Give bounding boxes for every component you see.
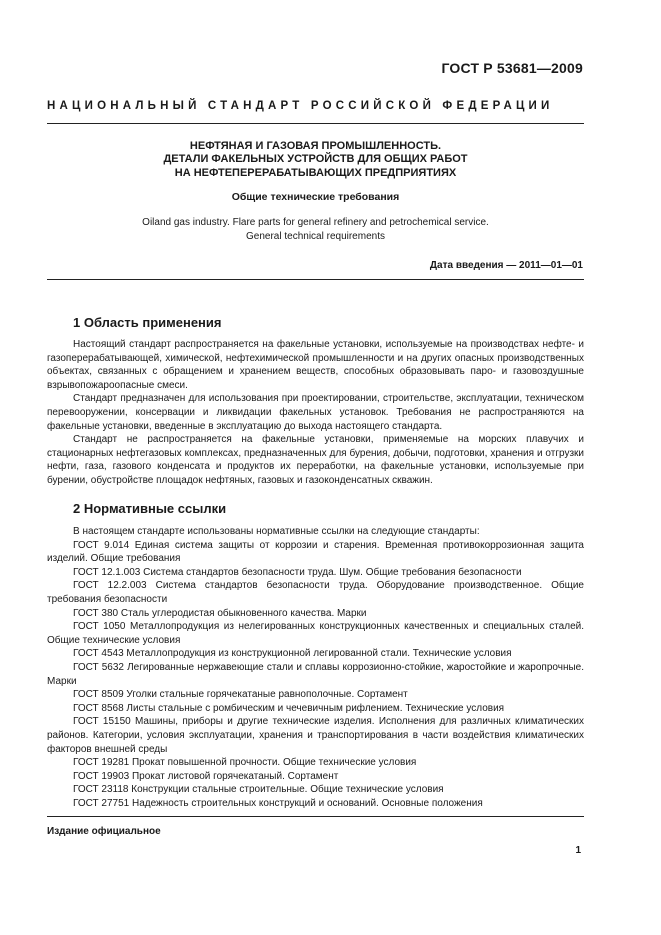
reference-item: ГОСТ 27751 Надежность строительных конструкций и оснований. Основные положения: [73, 797, 483, 809]
title-line: НА НЕФТЕПЕРЕРАБАТЫВАЮЩИХ ПРЕДПРИЯТИЯХ: [174, 166, 457, 179]
document-subtitle: Общие технические требования: [231, 191, 400, 203]
reference-item: ГОСТ 4543 Металлопродукция из конструкционной легированной стали. Технические условия: [73, 648, 512, 660]
introduction-date: Дата введения — 2011—01—01: [429, 260, 583, 271]
reference-item: ГОСТ 8509 Уголки стальные горячекатаные равнополочные. Сортамент: [73, 689, 408, 701]
national-standard-line: НАЦИОНАЛЬНЫЙ СТАНДАРТ РОССИЙСКОЙ ФЕДЕРАЦИИ: [47, 100, 554, 112]
footer-divider: [47, 816, 584, 817]
paragraph: В настоящем стандарте использованы нормативные ссылки на следующие стандарты:: [73, 526, 480, 537]
section-heading-scope: 1 Область применения: [73, 315, 222, 330]
header-divider: [47, 123, 584, 124]
title-divider: [47, 279, 584, 280]
official-edition-label: Издание официальное: [47, 826, 161, 837]
section-heading-references: 2 Нормативные ссылки: [73, 501, 227, 516]
page-number: 1: [575, 845, 581, 856]
paragraph: Стандарт предназначен для использования при проектировании, строительстве, эксплуатации, техническом перевооружении, консервации и ликвидации факельных установок. Требования не распространяются на факельные установки, введенные в эксплуатацию до выхода настоящего стандарта.: [47, 393, 584, 432]
title-line: ДЕТАЛИ ФАКЕЛЬНЫХ УСТРОЙСТВ ДЛЯ ОБЩИХ РАБОТ: [163, 153, 468, 166]
reference-item: ГОСТ 19281 Прокат повышенной прочности. Общие технические условия: [73, 757, 417, 769]
reference-item: ГОСТ 15150 Машины, приборы и другие технические изделия. Исполнения для различных климатических районов. Категории, условия эксплуатации, хранения и транспортирования в части воздействия климатических факторов внешней среды: [47, 716, 584, 755]
reference-item: ГОСТ 19903 Прокат листовой горячекатаный. Сортамент: [73, 770, 339, 782]
standard-code: ГОСТ Р 53681—2009: [441, 60, 583, 76]
reference-item: ГОСТ 9.014 Единая система защиты от коррозии и старения. Временная противокоррозионная защита изделий. Общие требования: [47, 539, 584, 565]
paragraph: Стандарт не распространяется на факельные установки, применяемые на морских плавучих и стационарных нефтегазовых комплексах, предназначенных для бурения, добычи, подготовки, хранения и отгрузки нефти, газа, газового конденсата и продуктов их переработки, на факельные установки, используемые при бурении, обустройстве площадок нефтяных, газовых и газоконденсатных скважин.: [47, 434, 584, 486]
reference-item: ГОСТ 8568 Листы стальные с ромбическим и чечевичным рифлением. Технические условия: [73, 702, 505, 714]
reference-item: ГОСТ 23118 Конструкции стальные строительные. Общие технические условия: [73, 784, 444, 796]
reference-item: ГОСТ 5632 Легированные нержавеющие стали и сплавы коррозионно-стойкие, жаростойкие и жаропрочные. Марки: [47, 661, 584, 687]
english-title-line: General technical requirements: [246, 230, 385, 242]
document-title: [47, 140, 584, 180]
references-body: [47, 525, 584, 810]
english-title: [47, 216, 584, 243]
paragraph: Настоящий стандарт распространяется на факельные установки, используемые на производствах нефте- и газоперерабатывающей, химической, нефтехимической промышленности и на других опасных производственных объектах, связанных с обращением и хранением веществ, способных образовывать паро- и газовоздушные взрывопожароопасные смеси.: [47, 339, 584, 391]
reference-item: ГОСТ 12.1.003 Система стандартов безопасности труда. Шум. Общие требования безопасности: [73, 566, 522, 578]
reference-item: ГОСТ 380 Сталь углеродистая обыкновенного качества. Марки: [73, 607, 367, 619]
reference-item: ГОСТ 12.2.003 Система стандартов безопасности труда. Оборудование производственное. Общие требования безопасности: [47, 580, 584, 605]
english-title-line: Oiland gas industry. Flare parts for general refinery and petrochemical service.: [142, 217, 489, 228]
title-line: НЕФТЯНАЯ И ГАЗОВАЯ ПРОМЫШЛЕННОСТЬ.: [189, 140, 442, 152]
scope-body: [47, 338, 584, 488]
reference-item: ГОСТ 1050 Металлопродукция из нелегированных конструкционных качественных и специальных сталей. Общие технические условия: [47, 621, 584, 646]
